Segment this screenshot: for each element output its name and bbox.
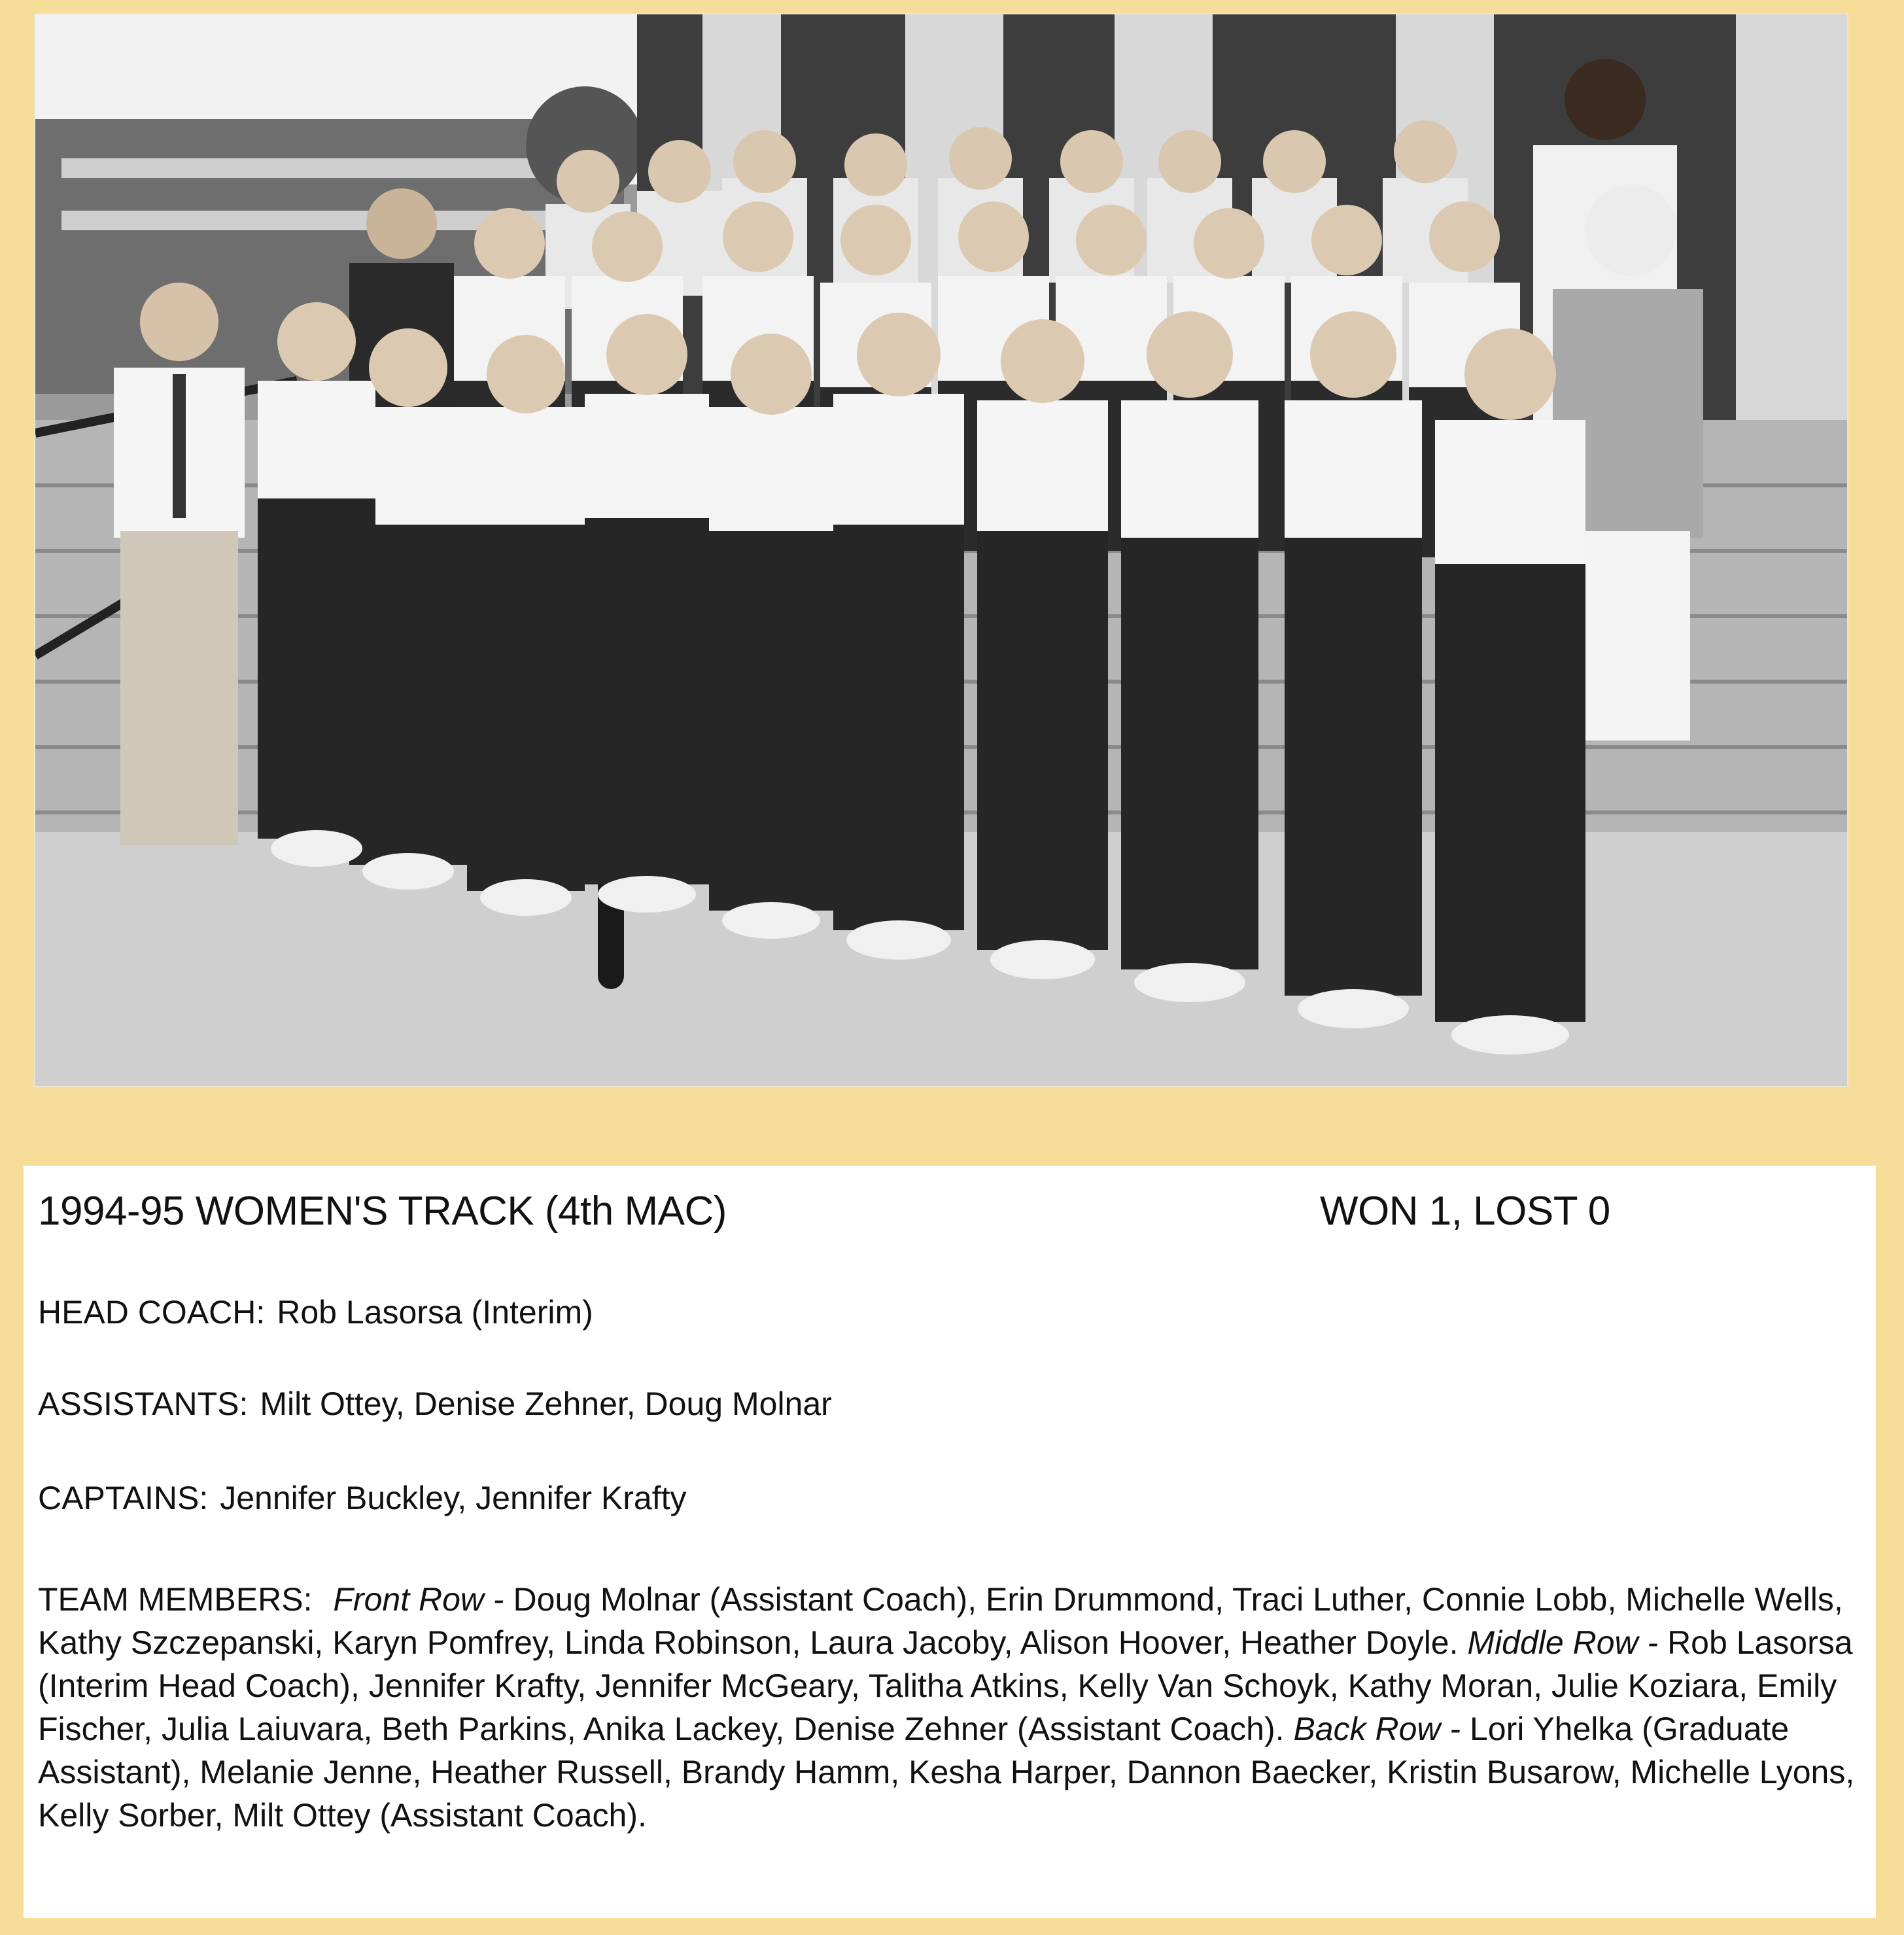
front-row-label: Front Row - [333,1581,504,1618]
head-coach-label: HEAD COACH: [38,1294,266,1331]
assistants-label: ASSISTANTS: [38,1386,249,1422]
team-members [38,1578,1863,1837]
caption-card [24,1166,1876,1918]
middle-row-names: Rob Lasorsa (Interim Head Coach), Jennifer Krafty, Jennifer McGeary, Talitha Atkins, Kelly Van Schoyk, Kathy Moran, Julie Koziara, Emily Fischer, Julia Laiuvara, Beth Parkins, Anika Lackey, Denise Zehner (Assistant Coach). [38,1624,1853,1747]
assistants-value: Milt Ottey, Denise Zehner, Doug Molnar [260,1386,832,1422]
head-coach-line [38,1291,1856,1334]
team-title: 1994-95 WOMEN'S TRACK (4th MAC) [38,1189,727,1234]
team-photo [34,13,1848,1087]
team-members-label: TEAM MEMBERS: [38,1581,313,1618]
captains-label: CAPTAINS: [38,1480,209,1516]
caption-header [38,1188,1876,1247]
team-photo-image [35,14,1847,1086]
season-record: WON 1, LOST 0 [1320,1189,1610,1234]
captains-value: Jennifer Buckley, Jennifer Krafty [220,1480,687,1516]
back-row-label: Back Row - [1293,1711,1461,1747]
head-coach-value: Rob Lasorsa (Interim) [277,1294,593,1331]
assistants-line [38,1383,1856,1425]
back-row-names: Lori Yhelka (Graduate Assistant), Melanie Jenne, Heather Russell, Brandy Hamm, Kesha Harper, Dannon Baecker, Kristin Busarow, Michelle Lyons, Kelly Sorber, Milt Ottey (Assistant Coach). [38,1711,1855,1834]
middle-row-label: Middle Row - [1467,1624,1659,1661]
front-row-names: Doug Molnar (Assistant Coach), Erin Drummond, Traci Luther, Connie Lobb, Michelle Wells, Kathy Szczepanski, Karyn Pomfrey, Linda Robinson, Laura Jacoby, Alison Hoover, Heather Doyle. [38,1581,1843,1661]
captains-line [38,1477,1856,1520]
